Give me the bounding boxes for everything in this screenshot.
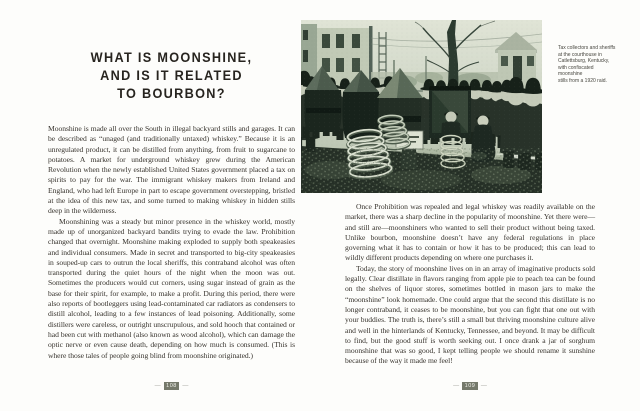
title-line: WHAT IS MOONSHINE, [90,50,253,66]
left-page-number: 108 [164,382,180,390]
page-title [55,49,287,103]
right-page-body [345,202,595,367]
paragraph: Moonshining was a steady but minor presence in the whiskey world, mostly made up of unorganized backyard bandits trying to evade the law. Prohibition changed that overnight. Moonshine making exploded to supply both speakeasies and individual consumers. Made in secret and transported to big-city speakeasies in souped-up cars to outrun the local sheriffs, this contraband alcohol was often transported during the quiet hours of the night when the moon was out. Sometimes the producers would cut corners, using sugar instead of grain as the base for their spirit, for example, to make a profit. During this period, there were also reports of bootleggers using lead-contaminated car radiators as condensers to distill alcohol, leading to a few instances of lead poisoning. Additionally, some distillers were careless, or outright unscrupulous, and sold hooch that contained or had been cut with methanol (also known as wood alcohol), which can damage the optic nerve or even cause death, depending on how much is consumed. (This is where those tales of people going blind from moonshine originated.) [48,216,295,360]
folio-dash: — [154,383,161,389]
caption-line: stills from a 1920 raid. [558,77,607,84]
right-page-number: 109 [462,382,478,390]
paragraph: Today, the story of moonshine lives on in an array of imaginative products sold legally. Clear distillate in flavors ranging from apple pie to peach tea can be found on the shelves of liquor stores, sometimes bottled in mason jars to make the “moonshine” look homemade. One could argue that the second this distillate is no longer contraband, it ceases to be moonshine, but you can fight that one out with your buddies. The truth is, there’s still a small but thriving moonshine culture alive and well in the hinterlands of Kentucky, Tennessee, and beyond. It may be difficult to find, but the good stuff is worth seeking out. I once drank a jar of sorghum moonshine that was so good, I kept telling people we should rename it sunshine because of the way it made me feel! [345,263,595,366]
paragraph: Once Prohibition was repealed and legal whiskey was readily available on the market, there was a sharp decline in the popularity of moonshine. Yet there were—and still are—moonshiners who wanted to sell their product without being taxed. Unlike bourbon, moonshine doesn’t have any federal regulations in place governing what it has to contain or how it has to be produced; this can lead to wildly different products depending on where one purchases it. [345,202,595,263]
caption-line: with confiscated moonshine [558,64,594,78]
moonshine-stills-photo-illustration [301,20,542,193]
left-page-body [48,124,295,361]
caption-line: Tax collectors and sheriffs [558,45,616,51]
photo-caption [558,45,618,85]
left-folio [48,381,295,391]
title-line: AND IS IT RELATED [100,68,243,84]
photo-duotone-tint [301,20,542,193]
caption-line: Catlettsburg, Kentucky, [558,58,610,65]
folio-dash: — [182,383,189,389]
paragraph: Moonshine is made all over the South in illegal backyard stills and garages. It can be described as “unaged (and traditionally untaxed) whiskey.” Because it is an unregulated product, it can be distilled from anything, from fruit to sugarcane to potatoes. A market for underground whiskey grew during the American Revolution when the newly established United States government placed a tax on spirits to pay for the war. The immigrant whiskey makers from Ireland and England, who had left Europe in part to escape government overstepping, bristled at the idea of this new tax, and some turned to making whiskey in hidden stills deep in the wilderness. [48,124,295,216]
folio-dash: — [480,383,487,389]
historical-photo [301,20,542,193]
caption-line: at the courthouse in [558,51,602,58]
title-line: TO BOURBON? [117,86,226,102]
folio-dash: — [453,383,460,389]
right-folio [345,381,595,391]
